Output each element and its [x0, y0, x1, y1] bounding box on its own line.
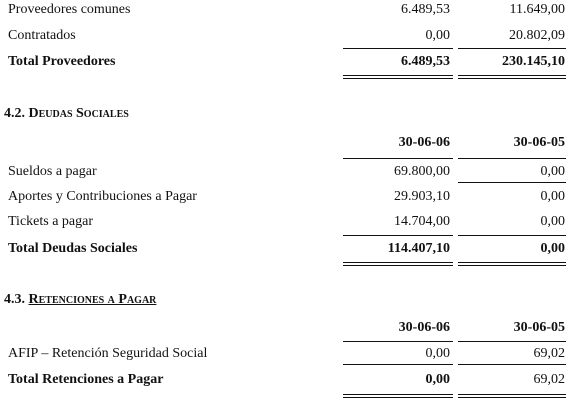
- subtotal-rule: [458, 48, 566, 49]
- total-rule: [458, 75, 566, 76]
- total-rule: [458, 78, 566, 79]
- total-value-2006: 6.489,53: [401, 54, 450, 69]
- row-value-2005: 69,02: [533, 346, 565, 361]
- subtotal-rule: [343, 364, 453, 365]
- row-value-2006: 29.903,10: [394, 189, 450, 204]
- row-value-2006: 14.704,00: [394, 214, 450, 229]
- total-rule: [343, 262, 453, 263]
- row-value-2005: 0,00: [540, 214, 565, 229]
- section-number: 4.2.: [4, 106, 25, 121]
- row-value-2006: 0,00: [425, 28, 450, 43]
- cell-rule: [458, 182, 566, 183]
- row-value-2005: 11.649,00: [509, 2, 565, 17]
- header-rule: [343, 341, 453, 342]
- total-rule: [458, 265, 566, 266]
- subtotal-rule: [343, 235, 453, 236]
- row-label: Contratados: [8, 28, 76, 43]
- total-rule: [458, 394, 566, 395]
- total-label: Total Proveedores: [8, 54, 116, 69]
- section-heading: [4, 292, 156, 308]
- total-label: Total Retenciones a Pagar: [8, 372, 164, 387]
- row-value-2005: 0,00: [540, 164, 565, 179]
- subtotal-rule: [458, 235, 566, 236]
- header-rule: [458, 158, 566, 159]
- section-title: Retenciones a Pagar: [28, 292, 157, 307]
- row-label: Aportes y Contribuciones a Pagar: [8, 189, 197, 204]
- row-label: AFIP – Retención Seguridad Social: [8, 346, 208, 361]
- total-rule: [343, 75, 453, 76]
- subtotal-rule: [458, 364, 566, 365]
- total-value-2005: 69,02: [533, 372, 565, 387]
- column-header-2006: 30-06-06: [398, 135, 450, 150]
- subtotal-rule: [343, 48, 453, 49]
- section-heading: [4, 106, 129, 122]
- column-header-2005: 30-06-05: [513, 135, 565, 150]
- total-value-2005: 230.145,10: [502, 54, 565, 69]
- total-rule: [343, 265, 453, 266]
- total-rule: [343, 78, 453, 79]
- header-rule: [343, 158, 453, 159]
- column-header-2005: 30-06-05: [513, 320, 565, 335]
- total-value-2005: 0,00: [540, 241, 565, 256]
- row-value-2006: 0,00: [425, 346, 450, 361]
- column-header-2006: 30-06-06: [398, 320, 450, 335]
- total-rule: [343, 397, 453, 398]
- row-label: Tickets a pagar: [8, 214, 94, 229]
- row-label: Sueldos a pagar: [8, 164, 97, 179]
- header-rule: [458, 341, 566, 342]
- row-value-2006: 6.489,53: [401, 2, 450, 17]
- section-number: 4.3.: [4, 292, 25, 307]
- section-title: Deudas Sociales: [28, 106, 129, 121]
- row-label: Proveedores comunes: [8, 2, 131, 17]
- row-value-2005: 0,00: [540, 189, 565, 204]
- total-value-2006: 0,00: [425, 372, 450, 387]
- row-value-2006: 69.800,00: [394, 164, 450, 179]
- row-value-2005: 20.802,09: [509, 28, 565, 43]
- total-rule: [343, 394, 453, 395]
- total-rule: [458, 262, 566, 263]
- total-label: Total Deudas Sociales: [8, 241, 138, 256]
- total-rule: [458, 397, 566, 398]
- total-value-2006: 114.407,10: [387, 241, 450, 256]
